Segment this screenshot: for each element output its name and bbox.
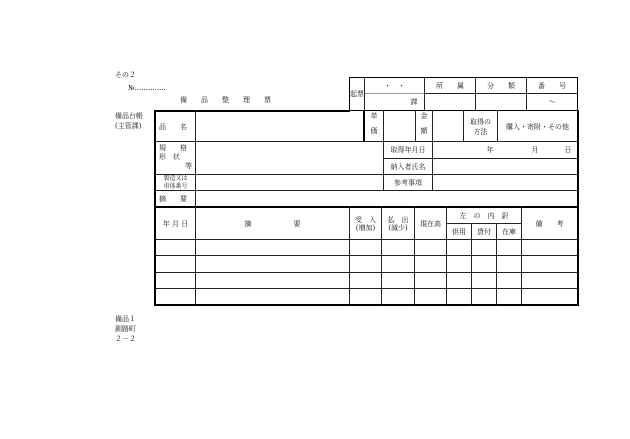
ka-label: 課 <box>410 97 418 106</box>
tanka-label: 単価 <box>370 111 378 142</box>
kingaku-label: 金額 <box>420 111 428 142</box>
col-tekiyo-header: 摘 要 <box>244 219 301 228</box>
table-row[interactable] <box>156 240 577 255</box>
col-genzai-header: 現在高 <box>420 219 441 228</box>
sub-kashitsuke-header: 貸付 <box>477 227 491 236</box>
bango-label: 番 号 <box>538 81 566 90</box>
sub-shiyo-header: 供用 <box>452 227 466 236</box>
shutoku-hoho-label: 取得の方法 <box>470 117 491 136</box>
table-row[interactable] <box>156 256 577 272</box>
col-harai-header: 払 出 (減少) <box>387 215 409 232</box>
date-year-label: 年 <box>486 146 494 154</box>
kikaku-field[interactable] <box>196 142 382 174</box>
date-day-label: 日 <box>564 146 572 154</box>
seizou-field[interactable] <box>196 175 382 190</box>
date-month-label: 月 <box>531 146 539 154</box>
acquisition-methods[interactable]: 購入・寄附・その他 <box>506 122 569 131</box>
sankou-field[interactable] <box>433 175 577 190</box>
tekiyou-field[interactable] <box>196 191 577 206</box>
hinmei-label: 品 名 <box>159 122 187 131</box>
kihyo-label: 起票 <box>350 89 364 98</box>
ledger-sub-label: (主管課) <box>115 122 142 130</box>
col-uchiwake-header: 左 の 内 訳 <box>459 211 509 220</box>
hinmei-field[interactable] <box>196 112 362 141</box>
shozoku-field[interactable] <box>425 94 475 109</box>
col-uke-header: 受 入 (増加) <box>355 215 376 232</box>
bunrui-label: 分 類 <box>487 81 515 90</box>
footer-label-1: 備品１ <box>115 315 136 323</box>
table-row[interactable] <box>156 273 577 288</box>
col-biko-header: 備 考 <box>535 219 564 228</box>
page-title: 備 品 整 理 票 <box>180 96 271 104</box>
tou-label: 等 <box>185 162 192 170</box>
sankou-label: 参考事項 <box>394 178 422 187</box>
form-label: その２ <box>115 71 136 79</box>
kingaku-field[interactable] <box>433 112 463 141</box>
footer-label-2: 釧路町 <box>115 325 136 333</box>
ledger-label: 備品台帳 <box>115 112 143 120</box>
range-mark: 〜 <box>548 97 556 106</box>
tanka-field[interactable] <box>384 112 415 141</box>
seizou-label: 製造又は 車体番号 <box>163 174 188 190</box>
kihyo-date-field[interactable]: ・ ・ <box>384 81 405 90</box>
shutoku-date-label: 取得年月日 <box>390 146 426 154</box>
shozoku-label: 所 属 <box>436 81 464 90</box>
number-label: №.............. <box>128 84 166 92</box>
keijou-label: 形 状 <box>159 152 180 161</box>
table-row[interactable] <box>156 289 577 304</box>
bunrui-field[interactable] <box>476 94 526 109</box>
sub-zaiko-header: 在庫 <box>502 227 516 236</box>
kikaku-label: 規 格 <box>159 143 187 152</box>
col-date-header: 年 月 日 <box>162 219 189 228</box>
footer-label-3: ２－２ <box>115 335 136 343</box>
tekiyou-label: 摘 要 <box>159 194 187 203</box>
nounyu-field[interactable] <box>433 159 577 174</box>
nounyu-label: 納入者氏名 <box>390 162 426 171</box>
